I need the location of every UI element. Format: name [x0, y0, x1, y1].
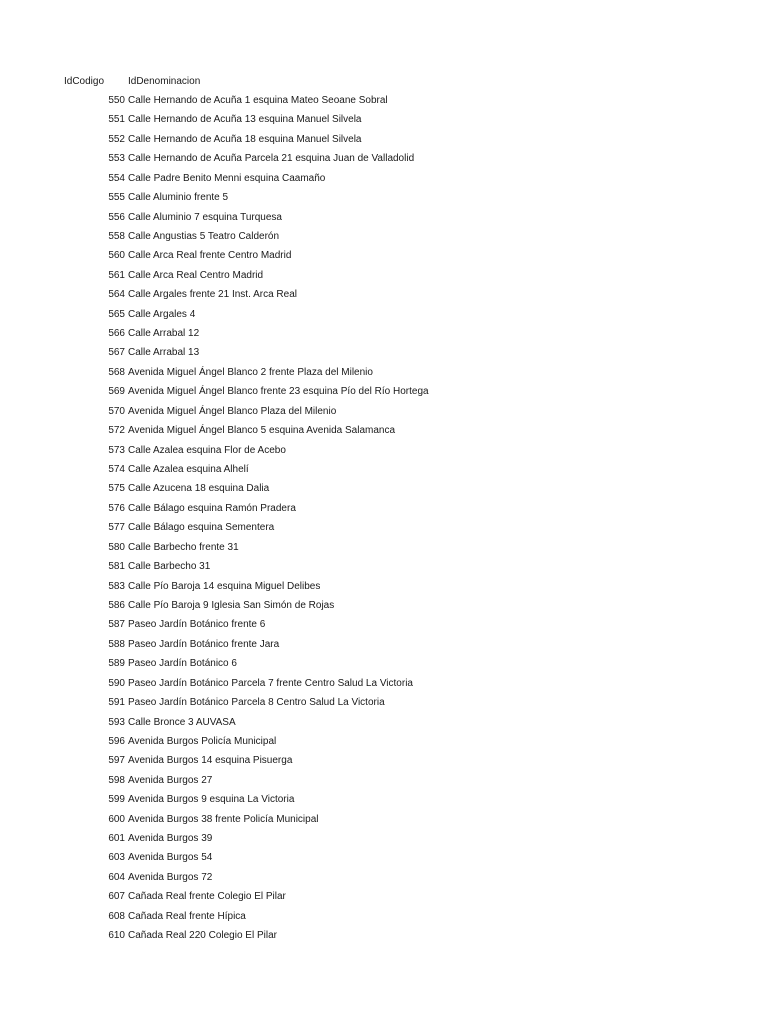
row-code: 554	[108, 172, 125, 184]
row-denominacion: Calle Aluminio 7 esquina Turquesa	[128, 211, 282, 223]
row-code: 588	[108, 638, 125, 650]
row-denominacion: Calle Argales 4	[128, 308, 196, 320]
row-code: 553	[108, 153, 125, 165]
row-code: 564	[108, 289, 125, 301]
row-code: 603	[108, 852, 125, 864]
row-denominacion: Paseo Jardín Botánico Parcela 7 frente Centro Salud La Victoria	[128, 677, 413, 689]
table-row	[0, 676, 768, 695]
table-row	[0, 850, 768, 869]
row-denominacion: Avenida Burgos 38 frente Policía Municipal	[128, 813, 319, 825]
table-row	[0, 151, 768, 170]
row-code: 599	[108, 794, 125, 806]
table-row	[0, 404, 768, 423]
table-row	[0, 579, 768, 598]
row-denominacion: Avenida Burgos Policía Municipal	[128, 735, 277, 747]
table-row	[0, 481, 768, 500]
row-denominacion: Avenida Burgos 72	[128, 871, 213, 883]
row-code: 556	[108, 211, 125, 223]
row-code: 608	[108, 910, 125, 922]
table-row	[0, 540, 768, 559]
row-denominacion: Calle Hernando de Acuña Parcela 21 esquina Juan de Valladolid	[128, 153, 415, 165]
table-header	[0, 74, 768, 90]
row-code: 570	[108, 405, 125, 417]
table-row	[0, 656, 768, 675]
table-row	[0, 93, 768, 112]
table-row	[0, 345, 768, 364]
row-code: 593	[108, 716, 125, 728]
table-row	[0, 520, 768, 539]
row-denominacion: Calle Hernando de Acuña 18 esquina Manuel Silvela	[128, 133, 362, 145]
row-code: 575	[108, 483, 125, 495]
row-denominacion: Calle Padre Benito Menni esquina Caamaño	[128, 172, 326, 184]
row-code: 581	[108, 561, 125, 573]
table-row	[0, 365, 768, 384]
table-row	[0, 190, 768, 209]
row-denominacion: Paseo Jardín Botánico 6	[128, 658, 237, 670]
row-denominacion: Calle Azalea esquina Flor de Acebo	[128, 444, 286, 456]
row-denominacion: Avenida Burgos 9 esquina La Victoria	[128, 794, 295, 806]
row-denominacion: Calle Aluminio frente 5	[128, 192, 229, 204]
row-denominacion: Calle Pío Baroja 14 esquina Miguel Delibes	[128, 580, 321, 592]
row-denominacion: Calle Angustias 5 Teatro Calderón	[128, 230, 280, 242]
row-denominacion: Avenida Miguel Ángel Blanco frente 23 esquina Pío del Río Hortega	[128, 386, 429, 398]
table-row	[0, 248, 768, 267]
row-code: 574	[108, 464, 125, 476]
row-code: 577	[108, 522, 125, 534]
row-code: 604	[108, 871, 125, 883]
row-denominacion: Calle Bálago esquina Sementera	[128, 522, 275, 534]
table-row	[0, 812, 768, 831]
row-denominacion: Calle Arrabal 12	[128, 328, 200, 340]
table-row	[0, 210, 768, 229]
row-denominacion: Paseo Jardín Botánico Parcela 8 Centro Salud La Victoria	[128, 697, 385, 709]
row-denominacion: Calle Bronce 3 AUVASA	[128, 716, 236, 728]
row-denominacion: Avenida Miguel Ángel Blanco 2 frente Plaza del Milenio	[128, 366, 373, 378]
row-code: 597	[108, 755, 125, 767]
table-row	[0, 268, 768, 287]
row-denominacion: Calle Arca Real Centro Madrid	[128, 269, 264, 281]
row-denominacion: Cañada Real 220 Colegio El Pilar	[128, 930, 277, 942]
row-code: 600	[108, 813, 125, 825]
row-denominacion: Calle Barbecho 31	[128, 561, 211, 573]
table-row	[0, 171, 768, 190]
row-code: 580	[108, 541, 125, 553]
row-denominacion: Avenida Burgos 39	[128, 833, 213, 845]
table-row	[0, 734, 768, 753]
row-code: 607	[108, 891, 125, 903]
row-code: 610	[108, 930, 125, 942]
table-row	[0, 423, 768, 442]
row-code: 601	[108, 833, 125, 845]
table-row	[0, 792, 768, 811]
table-row	[0, 384, 768, 403]
row-code: 598	[108, 774, 125, 786]
row-denominacion: Cañada Real frente Colegio El Pilar	[128, 891, 286, 903]
column-header-idcodigo: IdCodigo	[64, 76, 105, 87]
row-denominacion: Calle Argales frente 21 Inst. Arca Real	[128, 289, 297, 301]
row-denominacion: Calle Arrabal 13	[128, 347, 200, 359]
table-row	[0, 695, 768, 714]
row-code: 552	[108, 133, 125, 145]
row-code: 551	[108, 114, 125, 126]
row-code: 561	[108, 269, 125, 281]
row-denominacion: Avenida Burgos 14 esquina Pisuerga	[128, 755, 293, 767]
table-row	[0, 831, 768, 850]
row-denominacion: Avenida Burgos 54	[128, 852, 213, 864]
row-code: 560	[108, 250, 125, 262]
table-row	[0, 617, 768, 636]
row-code: 566	[108, 328, 125, 340]
table-row	[0, 559, 768, 578]
table-row	[0, 229, 768, 248]
table-row	[0, 753, 768, 772]
row-denominacion: Calle Hernando de Acuña 13 esquina Manuel Silvela	[128, 114, 362, 126]
row-denominacion: Cañada Real frente Hípica	[128, 910, 246, 922]
table-row	[0, 928, 768, 947]
row-denominacion: Calle Hernando de Acuña 1 esquina Mateo Seoane Sobral	[128, 95, 388, 106]
table-row	[0, 773, 768, 792]
row-code: 583	[108, 580, 125, 592]
table-row	[0, 443, 768, 462]
row-code: 567	[108, 347, 125, 359]
row-code: 555	[108, 192, 125, 204]
row-denominacion: Paseo Jardín Botánico frente 6	[128, 619, 266, 631]
table-row	[0, 462, 768, 481]
table-body	[0, 93, 768, 948]
table-row	[0, 287, 768, 306]
row-denominacion: Calle Arca Real frente Centro Madrid	[128, 250, 292, 262]
row-code: 550	[108, 95, 125, 106]
table-row	[0, 889, 768, 908]
column-header-iddenominacion: IdDenominacion	[128, 76, 201, 87]
row-denominacion: Calle Barbecho frente 31	[128, 541, 239, 553]
row-denominacion: Calle Pío Baroja 9 Iglesia San Simón de Rojas	[128, 599, 335, 611]
row-code: 572	[108, 425, 125, 437]
row-denominacion: Calle Azalea esquina Alhelí	[128, 464, 249, 476]
table-row	[0, 598, 768, 617]
row-code: 558	[108, 230, 125, 242]
table-row	[0, 307, 768, 326]
row-code: 591	[108, 697, 125, 709]
row-code: 586	[108, 599, 125, 611]
row-code: 576	[108, 502, 125, 514]
row-code: 569	[108, 386, 125, 398]
table-row	[0, 112, 768, 131]
row-denominacion: Avenida Burgos 27	[128, 774, 213, 786]
table-row	[0, 637, 768, 656]
table-row	[0, 326, 768, 345]
row-code: 589	[108, 658, 125, 670]
row-denominacion: Paseo Jardín Botánico frente Jara	[128, 638, 280, 650]
row-denominacion: Calle Bálago esquina Ramón Pradera	[128, 502, 296, 514]
table-row	[0, 715, 768, 734]
row-code: 565	[108, 308, 125, 320]
row-code: 596	[108, 735, 125, 747]
table-row	[0, 501, 768, 520]
row-code: 587	[108, 619, 125, 631]
table-row	[0, 132, 768, 151]
row-denominacion: Calle Azucena 18 esquina Dalia	[128, 483, 270, 495]
table-row	[0, 909, 768, 928]
row-code: 568	[108, 366, 125, 378]
row-code: 573	[108, 444, 125, 456]
row-denominacion: Avenida Miguel Ángel Blanco 5 esquina Avenida Salamanca	[128, 425, 396, 437]
row-code: 590	[108, 677, 125, 689]
table-row	[0, 870, 768, 889]
row-denominacion: Avenida Miguel Ángel Blanco Plaza del Milenio	[128, 405, 337, 417]
